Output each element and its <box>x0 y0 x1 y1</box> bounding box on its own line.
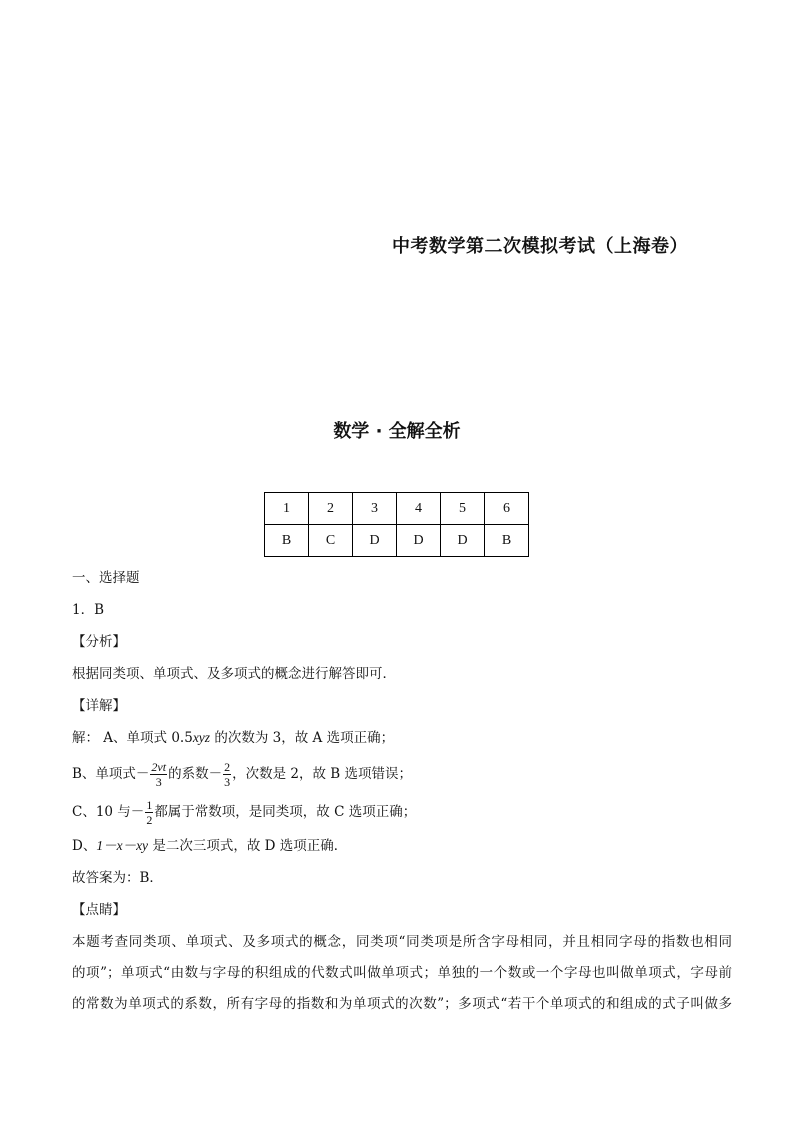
question-number-cell: 6 <box>485 493 529 525</box>
answer-cell: D <box>397 525 441 557</box>
comment-line: 本题考查同类项、单项式、及多项式的概念，同类项“同类项是所含字母相同，并且相同字母的指数也相同 <box>72 934 732 950</box>
question-number-cell: 4 <box>397 493 441 525</box>
fraction-denominator: 2 <box>146 813 153 827</box>
question-number-cell: 1 <box>265 493 309 525</box>
solution-line-a <box>72 723 732 755</box>
question-number-cell: 2 <box>309 493 353 525</box>
line-b-middle: 的系数－ <box>168 766 223 782</box>
question-number-cell: 3 <box>353 493 397 525</box>
answer-cell: D <box>441 525 485 557</box>
line-c-prefix: C、10 与－ <box>72 804 145 820</box>
detail-heading: 【详解】 <box>72 698 126 714</box>
line-b-prefix: B、单项式－ <box>72 766 150 782</box>
analysis-heading: 【分析】 <box>72 634 126 650</box>
comment-line: 的常数为单项式的系数，所有字母的指数和为单项式的次数”；多项式“若干个单项式的和组成的式子叫做多 <box>72 996 732 1012</box>
fraction-numerator: 2vt <box>151 760 167 774</box>
solution-line-b <box>72 755 732 793</box>
solution-line-d <box>72 831 732 863</box>
solution-line-c <box>72 793 732 831</box>
answer-cell: C <box>309 525 353 557</box>
line-a-variable: xyz <box>192 730 211 745</box>
line-d-suffix: 是二次三项式，故 D 选项正确． <box>148 838 348 854</box>
line-b-suffix: ，次数是 2，故 B 选项错误； <box>232 766 412 782</box>
exam-title: 中考数学第二次模拟考试（上海卷） <box>392 236 688 257</box>
line-d-prefix: D、 <box>72 838 97 854</box>
comment-paragraph <box>72 927 732 1020</box>
analysis-text: 根据同类项、单项式、及多项式的概念进行解答即可． <box>72 666 396 682</box>
comment-line: 的项”；单项式“由数与字母的积组成的代数式叫做单项式；单独的一个数或一个字母也叫做单项式，字母前 <box>72 965 732 981</box>
fraction-numerator: 2 <box>224 760 231 774</box>
line-d-expression: 1－x－xy <box>96 838 149 853</box>
final-answer: 故答案为：B． <box>72 870 163 886</box>
answer-table <box>264 492 529 557</box>
comment-heading: 【点睛】 <box>72 902 126 918</box>
section-heading: 一、选择题 <box>72 570 140 586</box>
answer-cell: D <box>353 525 397 557</box>
question-1-answer: 1．B <box>72 602 105 618</box>
fraction-1-over-2 <box>145 799 153 826</box>
fraction-denominator: 3 <box>155 775 162 789</box>
line-a-suffix: 的次数为 3，故 A 选项正确； <box>210 730 395 746</box>
question-number-cell: 5 <box>441 493 485 525</box>
exam-subtitle: 数学 · 全解全析 <box>333 421 461 442</box>
fraction-numerator: 1 <box>146 798 153 812</box>
answer-table-number-row <box>265 493 529 525</box>
line-a-prefix: 解： A、单项式 0.5 <box>72 730 193 746</box>
solution-content <box>72 563 732 1020</box>
fraction-2-over-3 <box>223 761 231 788</box>
answer-cell: B <box>485 525 529 557</box>
answer-cell: B <box>265 525 309 557</box>
fraction-denominator: 3 <box>224 775 231 789</box>
line-c-suffix: 都属于常数项，是同类项，故 C 选项正确； <box>154 804 417 820</box>
answer-table-answer-row <box>265 525 529 557</box>
fraction-2vt-over-3 <box>150 761 167 788</box>
